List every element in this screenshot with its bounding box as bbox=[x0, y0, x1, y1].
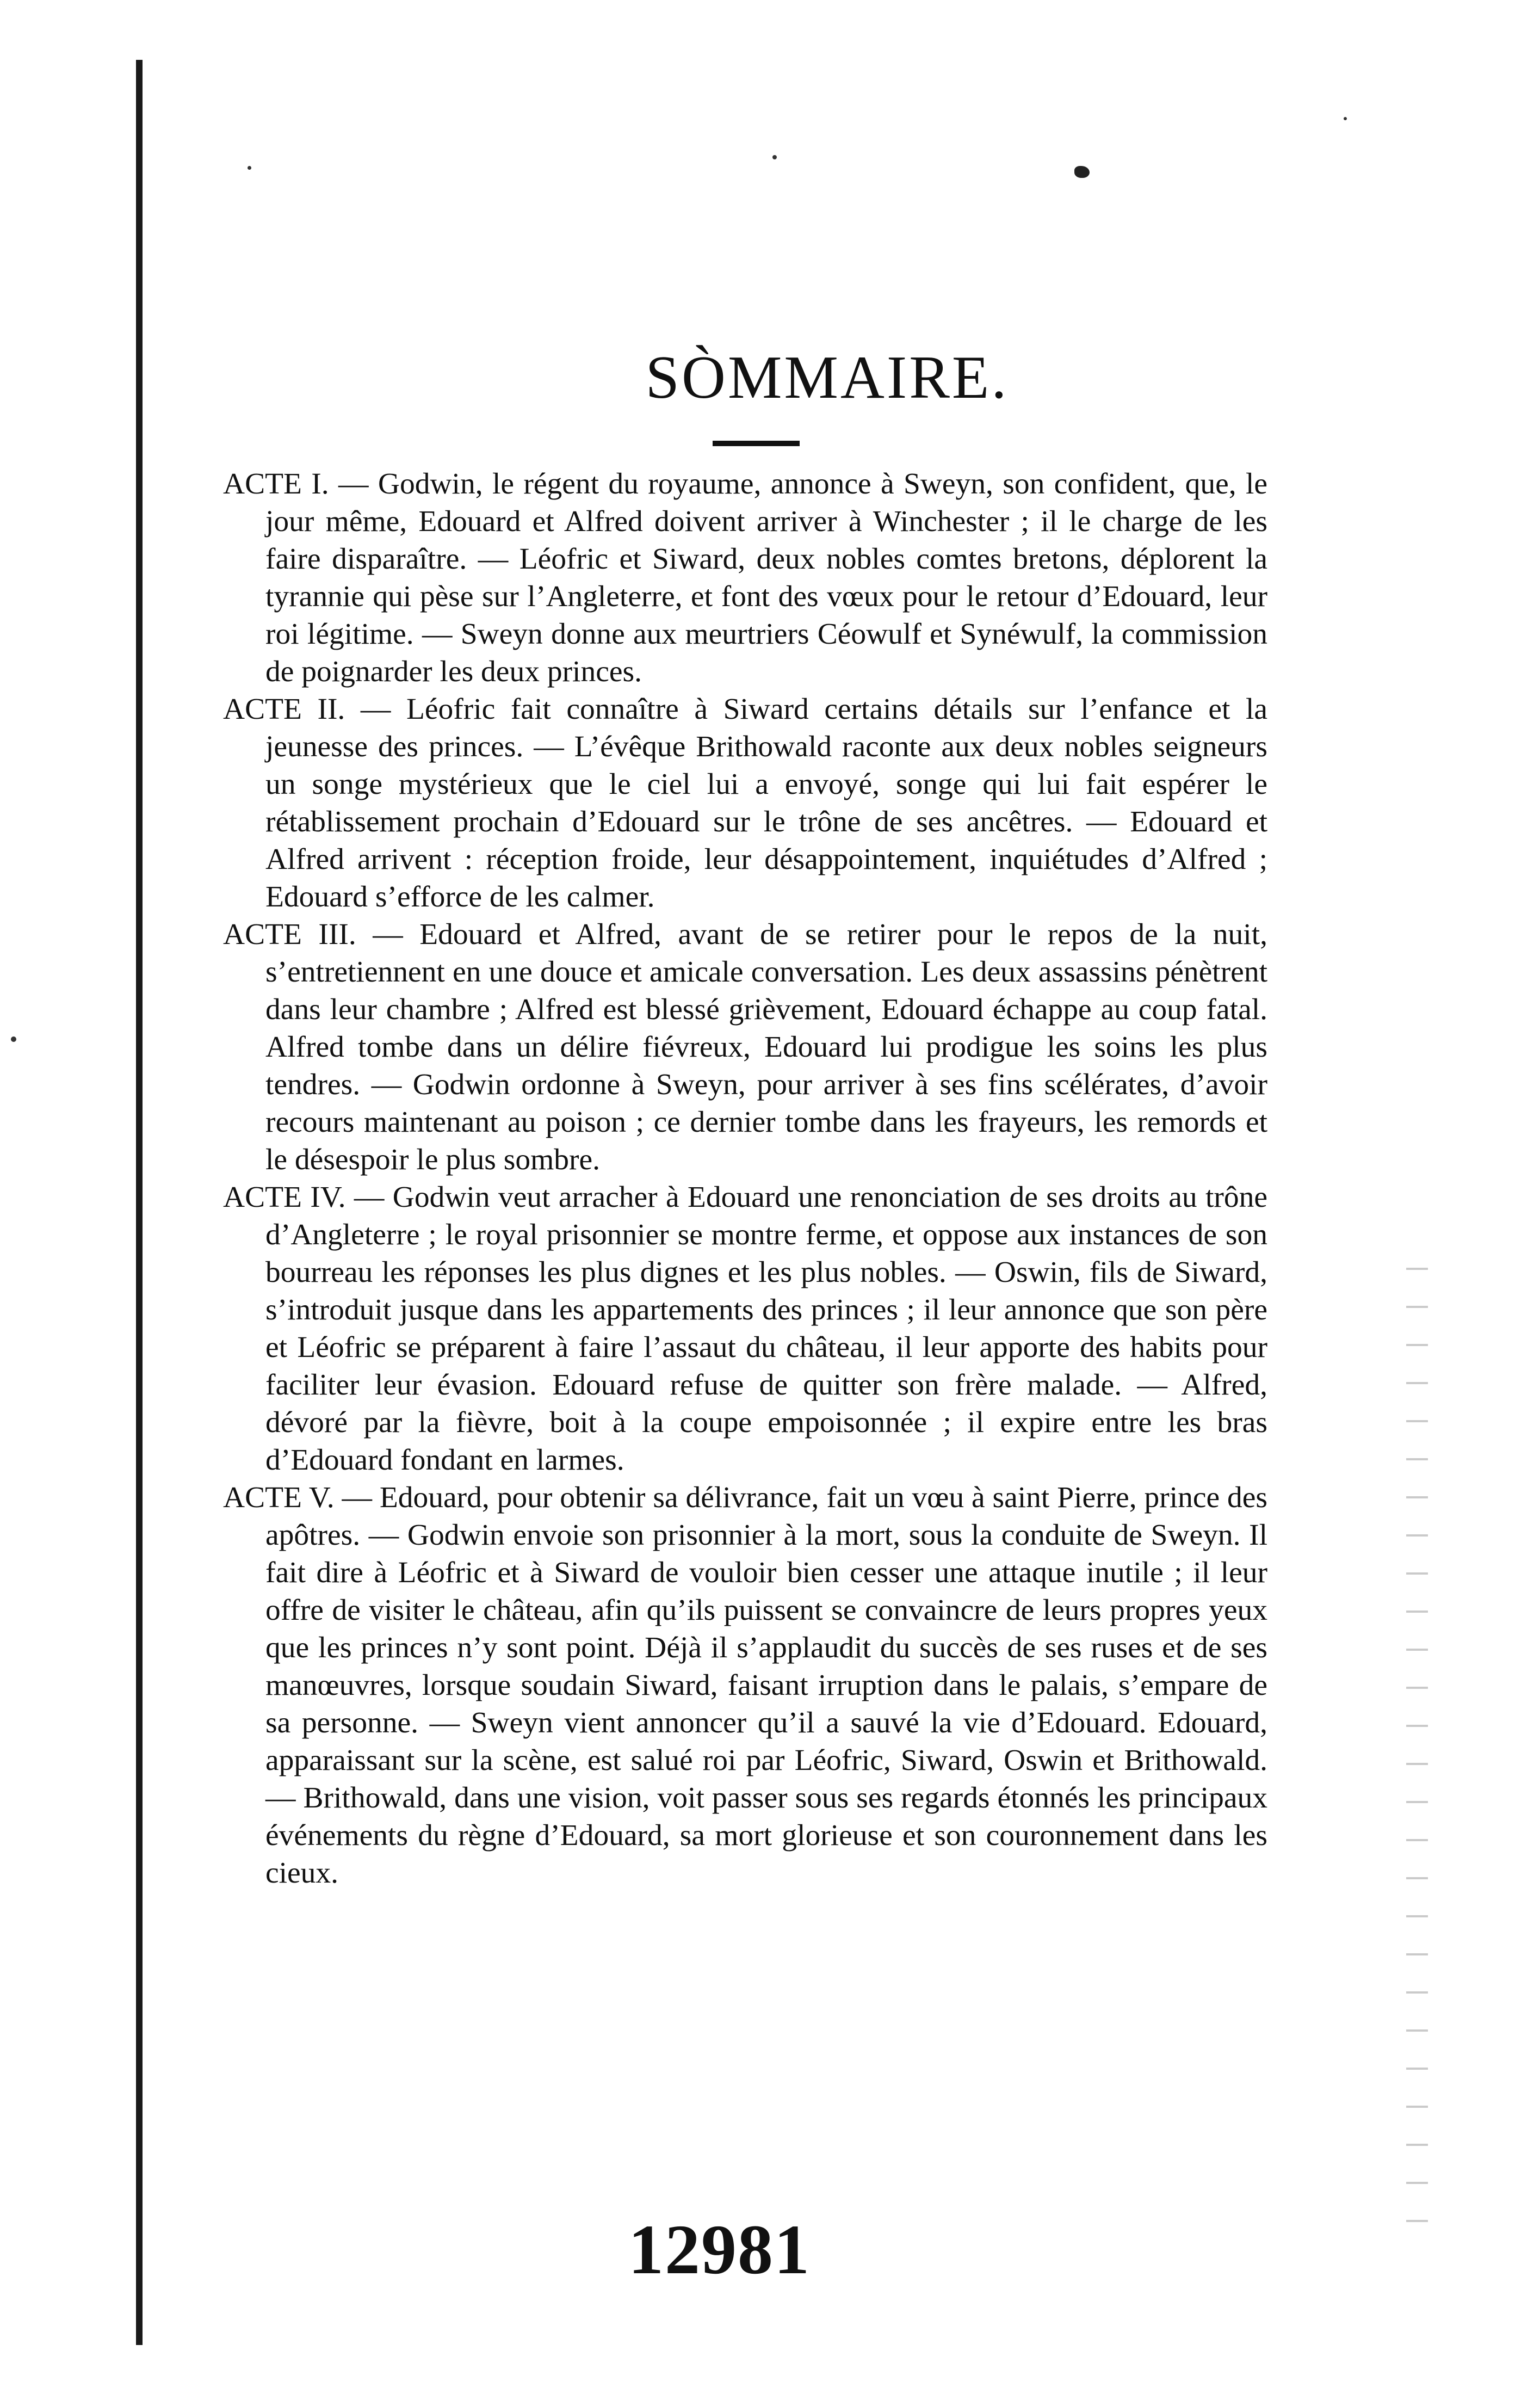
acte-label: ACTE II. bbox=[223, 693, 345, 726]
acte-text: — Léofric fait connaître à Siward certains détails sur l’enfance et la jeunesse des princes. — L’évêque Brithowald raconte aux deux nobles seigneurs un songe mystérieux que le ciel lui a envoyé, songe qui lui fait espérer le rétablissement prochain d’Edouard sur le trône de ses ancêtres. — Edouard et Alfred arrivent : réception froide, leur désappointement, inquiétudes d’Alfred ; Edouard s’efforce de les calmer. bbox=[265, 693, 1267, 914]
title-divider bbox=[713, 441, 800, 446]
acte-text: — Edouard, pour obtenir sa délivrance, fait un vœu à saint Pierre, prince des apôtres. — Godwin envoie son prisonnier à la mort, sous la conduite de Sweyn. Il fait dire à Léofric et à Siward de vouloir bien cesser une attaque inutile ; il leur offre de visiter le château, afin qu’ils puissent se convaincre de leurs propres yeux que les princes n’y sont point. Déjà il s’applaudit du succès de ses ruses et de ses manœuvres, lorsque soudain Siward, faisant irruption dans le palais, s’empare de sa personne. — Sweyn vient annoncer qu’il a sauvé la vie d’Edouard. Edouard, apparaissant sur la scène, est salué roi par Léofric, Siward, Oswin et Brithowald. — Brithowald, dans une vision, voit passer sous ses regards étonnés les principaux événements du règne d’Edouard, sa mort glorieuse et son couronnement dans les cieux. bbox=[265, 1481, 1268, 1890]
ink-speck bbox=[1344, 117, 1347, 120]
acte-text: — Edouard et Alfred, avant de se retirer pour le repos de la nuit, s’entretiennent en une douce et amicale conversation. Les deux assassins pénètrent dans leur chambre ; Alfred est blessé grièvement, Edouard échappe au coup fatal. Alfred tombe dans un délire fiévreux, Edouard lui prodigue les soins les plus tendres. — Godwin ordonne à Sweyn, pour arriver à ses fins scélérates, d’avoir recours maintenant au poison ; ce dernier tombe dans les frayeurs, les remords et le désespoir le plus sombre. bbox=[265, 918, 1267, 1176]
acte-label: ACTE I. bbox=[223, 467, 329, 501]
acte-text: — Godwin, le régent du royaume, annonce à Sweyn, son confident, que, le jour même, Edouard et Alfred doivent arriver à Winchester ; il le charge de les faire disparaître. — Léofric et Siward, deux nobles comtes bretons, déplorent la tyrannie qui pèse sur l’Angleterre, et font des vœux pour le retour d’Edouard, leur roi légitime. — Sweyn donne aux meurtriers Céowulf et Synéwulf, la commission de poignarder les deux princes. bbox=[265, 467, 1268, 688]
acte-5 bbox=[223, 1479, 1267, 1892]
summary-content bbox=[223, 465, 1267, 1892]
acte-2 bbox=[223, 690, 1267, 916]
acte-3 bbox=[223, 916, 1267, 1179]
ink-speck bbox=[11, 1036, 16, 1042]
acte-label: ACTE IV. bbox=[223, 1181, 346, 1214]
acte-text: — Godwin veut arracher à Edouard une renonciation de ses droits au trône d’Angleterre ; le royal prisonnier se montre ferme, et oppose aux instances de son bourreau les réponses les plus dignes et les plus nobles. — Oswin, fils de Siward, s’introduit jusque dans les appartements des princes ; il leur annonce que son père et Léofric se préparent à faire l’assaut du château, il leur apporte des habits pour faciliter leur évasion. Edouard refuse de quitter son frère malade. — Alfred, dévoré par la fièvre, boit à la coupe empoisonnée ; il expire entre les bras d’Edouard fondant en larmes. bbox=[265, 1181, 1268, 1477]
scan-noise bbox=[1406, 1251, 1428, 2231]
acte-1 bbox=[223, 465, 1267, 690]
ink-speck bbox=[248, 166, 251, 170]
acte-label: ACTE III. bbox=[223, 918, 356, 951]
page-title: SÒMMAIRE. bbox=[645, 344, 1009, 411]
ink-speck bbox=[772, 155, 777, 159]
acte-4 bbox=[223, 1179, 1267, 1479]
acte-label: ACTE V. bbox=[223, 1481, 335, 1514]
ink-blot-icon bbox=[1074, 166, 1090, 178]
stamp-number: 12981 bbox=[628, 2211, 811, 2289]
